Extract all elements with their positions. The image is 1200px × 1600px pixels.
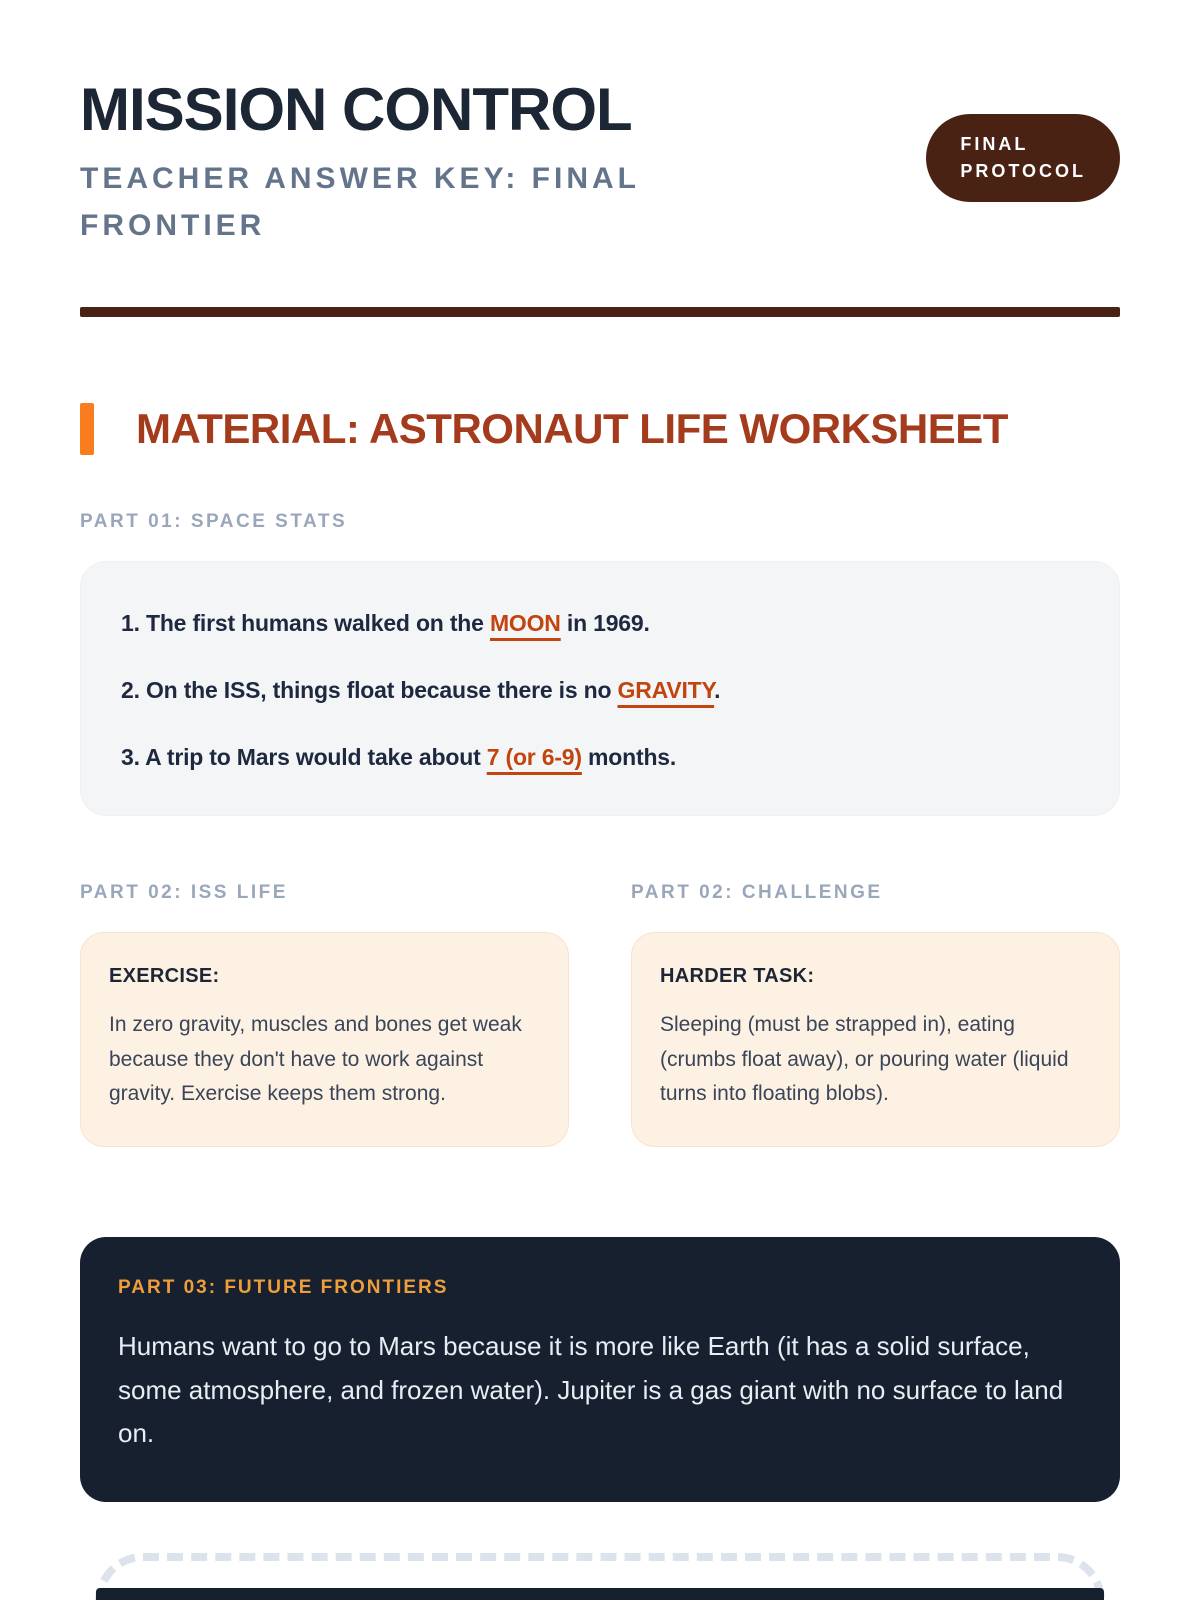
iss-life-box <box>80 932 569 1147</box>
divider-rule <box>80 307 1120 317</box>
stat-3-answer: 7 (or 6-9) <box>486 744 582 770</box>
accent-bar <box>80 403 94 455</box>
challenge-body: Sleeping (must be strapped in), eating (crumbs float away), or pouring water (liquid turns into floating blobs). <box>660 1013 1069 1106</box>
header <box>80 76 1120 249</box>
stat-1-text: 1. The first humans walked on the <box>121 610 490 636</box>
part03-label: PART 03: FUTURE FRONTIERS <box>118 1276 449 1298</box>
stat-3-after: months. <box>581 744 677 770</box>
badge-line-1: FINAL <box>960 134 1029 154</box>
page-title: MISSION CONTROL <box>80 76 632 143</box>
stat-3-text: 3. A trip to Mars would take about <box>121 744 487 770</box>
part02-right-label: PART 02: CHALLENGE <box>631 882 883 903</box>
section-title-row <box>80 403 1120 455</box>
part03-body: Humans want to go to Mars because it is more like Earth (it has a solid surface, some atmosphere, and frozen water). Jupiter is a gas giant with no surface to land on. <box>118 1330 1064 1449</box>
iss-life-body: In zero gravity, muscles and bones get weak because they don't have to work against gravity. Exercise keeps them strong. <box>109 1013 522 1106</box>
challenge-heading: HARDER TASK: <box>660 965 815 987</box>
future-frontiers-box <box>80 1237 1120 1502</box>
footer-bar <box>96 1588 1104 1600</box>
final-protocol-badge <box>926 114 1120 202</box>
part02-columns <box>80 882 1120 1147</box>
part02-right-column <box>631 882 1120 1147</box>
page-subtitle: TEACHER ANSWER KEY: FINAL FRONTIER <box>80 162 640 242</box>
part02-left-label: PART 02: ISS LIFE <box>80 882 288 903</box>
part01-label: PART 01: SPACE STATS <box>80 511 348 532</box>
stat-item-3 <box>121 744 1079 771</box>
stat-2-text: 2. On the ISS, things float because there is no <box>121 677 618 703</box>
challenge-box <box>631 932 1120 1147</box>
space-stats-box <box>80 561 1120 816</box>
stat-2-answer: GRAVITY <box>617 677 715 703</box>
stat-2-after: . <box>714 677 721 703</box>
stat-item-1 <box>121 610 1079 637</box>
stat-item-2 <box>121 677 1079 704</box>
iss-life-heading: EXERCISE: <box>109 965 220 987</box>
stat-1-answer: MOON <box>489 610 561 636</box>
header-titles <box>80 76 760 249</box>
section-title: MATERIAL: ASTRONAUT LIFE WORKSHEET <box>136 405 1008 452</box>
stat-1-after: in 1969. <box>560 610 650 636</box>
badge-line-2: PROTOCOL <box>960 161 1086 181</box>
part02-left-column <box>80 882 569 1147</box>
